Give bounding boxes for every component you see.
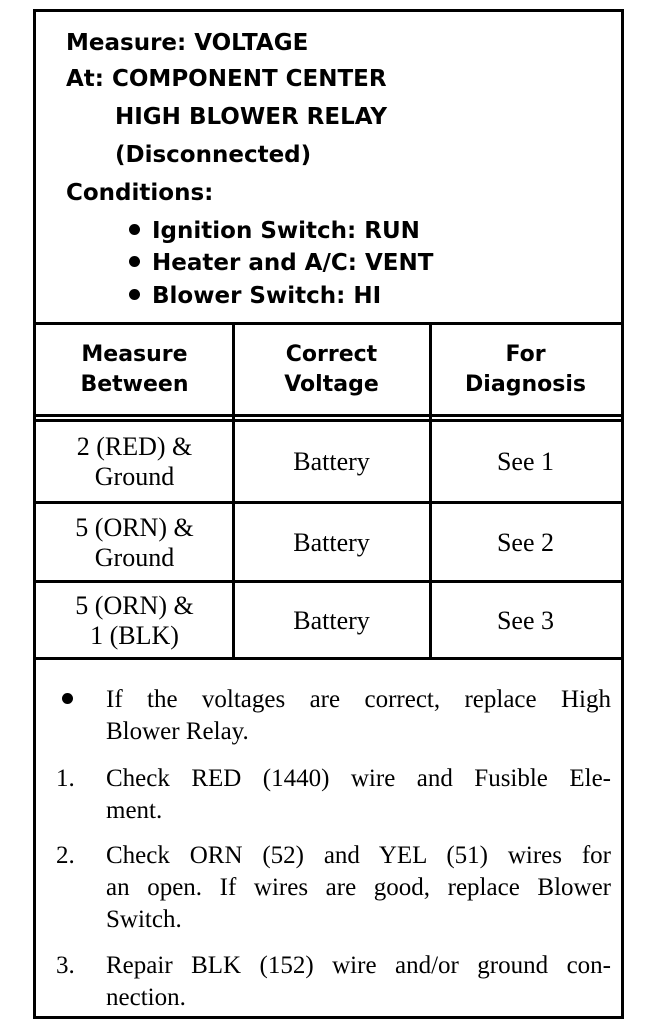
table-row-1-diagnosis: See 1: [496, 447, 555, 476]
diagnostic-chart: Measure: VOLTAGE At: COMPONENT CENTER HIGH BLOWER RELAY (Disconnected) Conditions: Ignition Switch: RUN Heater and A/C: VENT Blower Switch: HI Measure Between Correct Voltage For Diagnosis 2 (RED) & Ground Battery See 1 5 (ORN) & Ground Battery See 2 5 (ORN) & 1 (BLK) Battery See 3 If the voltages are correct, replace High Blower Relay. 1. Check RED (1440) wire and Fusible Ele- ment. 2. Check ORN (52) and YEL (51) wires for an open. If wires are good, replace Blower Switch. 3. Repair BLK (152) wire and/or ground con- nection.: [33, 9, 624, 1019]
bullet-icon: [129, 289, 140, 300]
table-row-2-voltage: Battery: [293, 527, 370, 557]
table-row-1-between: 2 (RED) & Ground: [76, 432, 193, 491]
table-bottom-border: [36, 657, 621, 660]
table-header: [36, 325, 621, 415]
bullet-icon: [62, 693, 73, 704]
conditions-label: Conditions:: [66, 180, 214, 206]
column-header-correct-voltage: Correct Voltage: [284, 342, 379, 397]
header-divider: [36, 414, 621, 422]
note-number: 3.: [56, 952, 75, 979]
table-row-3-diagnosis: See 3: [496, 605, 555, 635]
measure-line: Measure: VOLTAGE: [66, 30, 309, 56]
at-line: At: COMPONENT CENTER: [66, 66, 387, 92]
bullet-icon: [129, 256, 140, 267]
note-bullet: [56, 684, 96, 716]
component-state: (Disconnected): [115, 142, 312, 168]
table-row-1-voltage: Battery: [293, 447, 370, 476]
bullet-icon: [129, 224, 140, 235]
note-number: 2.: [56, 842, 75, 869]
table-row-2-diagnosis: See 2: [496, 527, 555, 557]
condition-item: Ignition Switch: RUN: [129, 218, 420, 244]
component-name: HIGH BLOWER RELAY: [115, 104, 387, 130]
condition-item: Blower Switch: HI: [129, 283, 381, 309]
table-row-2-between: 5 (ORN) & Ground: [75, 512, 194, 572]
test-header: [36, 12, 621, 325]
condition-item: Heater and A/C: VENT: [129, 250, 433, 276]
column-header-for-diagnosis: For Diagnosis: [465, 342, 586, 397]
column-header-measure-between: Measure Between: [80, 342, 189, 397]
note-number: 1.: [56, 765, 75, 792]
table-row-3-between: 5 (ORN) & 1 (BLK): [75, 590, 194, 650]
table-row-3-voltage: Battery: [293, 605, 370, 635]
